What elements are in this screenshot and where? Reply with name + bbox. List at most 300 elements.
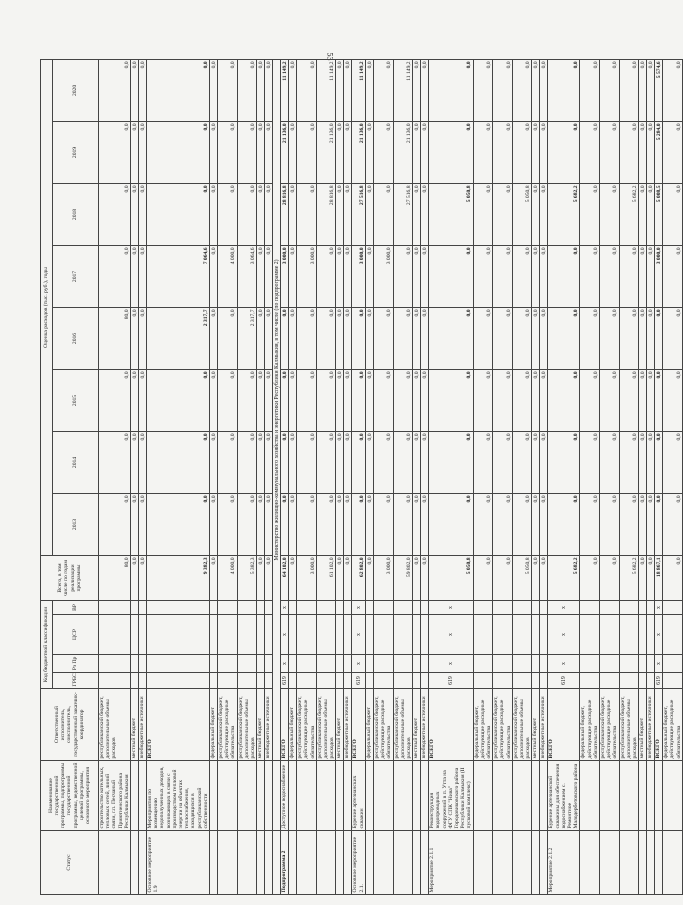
row-code [265, 615, 273, 655]
row-executor: ВСЕГО [655, 689, 663, 761]
row-value: 0,0 [210, 494, 218, 556]
row-value: 0,0 [336, 308, 344, 370]
row-value: 3 064,6 [237, 246, 257, 308]
table-row [512, 59, 532, 894]
row-status [139, 831, 147, 895]
header-year: 2014 [53, 432, 99, 494]
row-name [393, 761, 413, 831]
row-code: 619 [352, 673, 365, 689]
row-code [336, 615, 344, 655]
row-value: 0,0 [413, 59, 421, 121]
row-value: 0,0 [473, 308, 493, 370]
row-executor: местный бюджет [257, 689, 265, 761]
row-code: 619 [548, 673, 580, 689]
row-code [639, 673, 647, 689]
row-value: 0,0 [352, 308, 365, 370]
row-code [413, 601, 421, 615]
row-code [647, 655, 655, 673]
row-value: 0,0 [540, 370, 548, 432]
budget-sheet [40, 60, 682, 895]
row-value: 0,0 [131, 246, 139, 308]
row-value: 0,0 [540, 184, 548, 246]
row-value: 0,0 [639, 184, 647, 246]
row-value: 27 516,8 [393, 184, 413, 246]
row-code [139, 655, 147, 673]
row-value: 0,0 [297, 122, 317, 184]
row-value: 0,0 [540, 494, 548, 556]
row-code [316, 673, 336, 689]
row-total: 3 000,0 [373, 556, 393, 601]
row-value: 0,0 [289, 122, 297, 184]
row-value: 0,0 [99, 184, 131, 246]
row-value: 0,0 [336, 246, 344, 308]
row-total: 5 050,8 [429, 556, 473, 601]
row-code [289, 615, 297, 655]
table-row [532, 59, 540, 894]
row-name: строительство котельных, тепловых сетей, линий связи, г.п. Песчаный Приютненского района Республики Калмыкия [99, 761, 131, 831]
row-executor: местный бюджет [532, 689, 540, 761]
row-value: 0,0 [580, 432, 600, 494]
row-code [316, 601, 336, 615]
row-name: Бурение артезианских скважин [352, 761, 365, 831]
row-total: 0,0 [336, 556, 344, 601]
row-value: 0,0 [548, 370, 580, 432]
row-name [365, 761, 373, 831]
row-status [257, 831, 265, 895]
row-value: 0,0 [473, 370, 493, 432]
row-status [580, 831, 600, 895]
row-value: 0,0 [429, 370, 473, 432]
row-value: 0,0 [352, 432, 365, 494]
table-row [639, 59, 647, 894]
row-value: 0,0 [548, 59, 580, 121]
row-status [647, 831, 655, 895]
row-value: 0,0 [393, 494, 413, 556]
row-total: 80,0 [99, 556, 131, 601]
row-code [131, 673, 139, 689]
row-code [336, 673, 344, 689]
table-row [599, 59, 619, 894]
row-value: 0,0 [336, 122, 344, 184]
row-code [297, 615, 317, 655]
row-code [373, 655, 393, 673]
row-value: 0,0 [493, 432, 513, 494]
row-value: 0,0 [647, 246, 655, 308]
row-value: 0,0 [493, 122, 513, 184]
row-value: 0,0 [421, 494, 429, 556]
row-name: Бурение артезианской скважины для обеспечения водоснабжением с. Ремонтное Малодербетовского района [548, 761, 580, 831]
row-value: 3 000,0 [297, 246, 317, 308]
row-value: 0,0 [131, 122, 139, 184]
row-value: 0,0 [639, 122, 647, 184]
table-row [210, 59, 218, 894]
row-value: 0,0 [580, 122, 600, 184]
row-value: 0,0 [139, 308, 147, 370]
row-status [373, 831, 393, 895]
row-value: 0,0 [663, 308, 683, 370]
table-row [365, 59, 373, 894]
table-row [131, 59, 139, 894]
row-value: 0,0 [580, 370, 600, 432]
row-status [619, 831, 639, 895]
row-code [663, 673, 683, 689]
table-row [655, 59, 663, 894]
row-value: 0,0 [493, 370, 513, 432]
row-value: 0,0 [344, 370, 352, 432]
row-value: 0,0 [281, 494, 289, 556]
row-value: 0,0 [210, 370, 218, 432]
row-value: 0,0 [599, 59, 619, 121]
row-total: 59 802,0 [393, 556, 413, 601]
row-value: 0,0 [532, 432, 540, 494]
row-value: 0,0 [99, 494, 131, 556]
row-status [599, 831, 619, 895]
row-value: 0,0 [663, 59, 683, 121]
row-value: 0,0 [365, 122, 373, 184]
row-value: 0,0 [413, 122, 421, 184]
row-executor: ВСЕГО [352, 689, 365, 761]
row-value: 0,0 [265, 246, 273, 308]
row-executor: республиканский бюджет, дополнительные объемы расходов [619, 689, 639, 761]
row-name: Мероприятия по возмещению недополученных доходов, возникающих в связи с производством тепловой энергии на объектах теплоснабжения, находящихся в республиканской собственности [147, 761, 210, 831]
row-executor: республиканский бюджет, действующие расходные обязательства [373, 689, 393, 761]
row-value: 5 008,5 [655, 184, 663, 246]
row-executor: ВСЕГО [281, 689, 289, 761]
row-value: 0,0 [218, 494, 238, 556]
row-code [131, 615, 139, 655]
table-header [41, 59, 99, 894]
row-value: 11 149,2 [281, 59, 289, 121]
row-code [532, 601, 540, 615]
row-status [131, 831, 139, 895]
row-code [421, 615, 429, 655]
row-value: 0,0 [316, 494, 336, 556]
row-code [210, 601, 218, 615]
row-code [139, 601, 147, 615]
row-value: 7 064,6 [147, 246, 210, 308]
row-value: 0,0 [548, 432, 580, 494]
row-executor: ВСЕГО [429, 689, 473, 761]
row-value: 0,0 [429, 432, 473, 494]
row-code [663, 655, 683, 673]
table-row [540, 59, 548, 894]
row-status [99, 831, 131, 895]
header-year: 2017 [53, 246, 99, 308]
row-value: 0,0 [655, 308, 663, 370]
row-value: 0,0 [237, 432, 257, 494]
row-value: 0,0 [99, 370, 131, 432]
row-value: 3 000,0 [373, 246, 393, 308]
row-total: 0,0 [639, 556, 647, 601]
row-code: x [281, 655, 289, 673]
row-code [297, 655, 317, 673]
row-code: 619 [655, 673, 663, 689]
row-value: 21 136,0 [316, 122, 336, 184]
table-row [647, 59, 655, 894]
row-total: 0,0 [532, 556, 540, 601]
row-name [647, 761, 655, 831]
row-code [493, 615, 513, 655]
row-value: 0,0 [265, 59, 273, 121]
row-value: 0,0 [289, 59, 297, 121]
row-executor: внебюджетные источники [421, 689, 429, 761]
row-name [655, 761, 663, 831]
row-code [336, 601, 344, 615]
row-value: 0,0 [663, 432, 683, 494]
row-executor: республиканский бюджет, дополнительные объемы расходов [316, 689, 336, 761]
row-name: Реконструкция водопроводных сооружений в п. Утта на ФГУ СПК "Нива" Городовиковского района Республики Калмыкия (II пусковой комплекс) [429, 761, 473, 831]
row-code [540, 673, 548, 689]
row-value: 0,0 [218, 370, 238, 432]
row-name [599, 761, 619, 831]
row-code [365, 615, 373, 655]
row-name [210, 761, 218, 831]
row-value: 0,0 [580, 184, 600, 246]
row-code [663, 615, 683, 655]
row-code [344, 601, 352, 615]
row-value: 0,0 [599, 246, 619, 308]
row-name [139, 761, 147, 831]
table-body [99, 59, 683, 894]
row-total: 0,0 [413, 556, 421, 601]
table-row [336, 59, 344, 894]
header-executor: Ответственный исполнитель, соисполнитель, государственный заказчик-координатор [41, 689, 99, 761]
table-row [281, 59, 289, 894]
row-name [663, 761, 683, 831]
row-code: x [352, 655, 365, 673]
row-code [237, 615, 257, 655]
row-value: 0,0 [297, 432, 317, 494]
row-value: 0,0 [647, 308, 655, 370]
row-total: 0,0 [257, 556, 265, 601]
header-code-group: Код бюджетной классификации [41, 601, 53, 689]
budget-table [40, 59, 683, 895]
row-status [413, 831, 421, 895]
row-value: 0,0 [257, 308, 265, 370]
row-code [393, 655, 413, 673]
row-value: 3 000,0 [352, 246, 365, 308]
row-name [344, 761, 352, 831]
table-row [139, 59, 147, 894]
row-value: 0,0 [532, 184, 540, 246]
row-value: 0,0 [647, 122, 655, 184]
row-value: 0,0 [316, 370, 336, 432]
row-status [218, 831, 238, 895]
row-code [599, 601, 619, 615]
row-code [257, 655, 265, 673]
row-value: 0,0 [281, 432, 289, 494]
row-code [237, 673, 257, 689]
row-code [599, 655, 619, 673]
row-code [257, 673, 265, 689]
table-row [393, 59, 413, 894]
row-value: 0,0 [619, 494, 639, 556]
row-code [147, 601, 210, 615]
row-value: 0,0 [336, 432, 344, 494]
row-value: 0,0 [210, 184, 218, 246]
row-value: 0,0 [336, 184, 344, 246]
row-code [619, 655, 639, 673]
row-name [218, 761, 238, 831]
row-value: 0,0 [599, 184, 619, 246]
row-value: 0,0 [210, 432, 218, 494]
row-status [639, 831, 647, 895]
row-value: 0,0 [647, 494, 655, 556]
row-code: x [281, 601, 289, 615]
table-row [473, 59, 493, 894]
table-row [99, 59, 131, 894]
row-code [473, 673, 493, 689]
row-value: 0,0 [139, 432, 147, 494]
row-value: 0,0 [139, 370, 147, 432]
header-year: 2013 [53, 494, 99, 556]
row-value: 5 682,2 [619, 184, 639, 246]
row-value: 0,0 [99, 122, 131, 184]
row-value: 0,0 [393, 432, 413, 494]
row-code [512, 673, 532, 689]
row-value: 0,0 [297, 59, 317, 121]
row-code [421, 673, 429, 689]
row-value: 0,0 [429, 246, 473, 308]
row-value: 0,0 [421, 370, 429, 432]
header-total: Всего, в том числе по годам реализации программы [41, 556, 99, 601]
row-value: 0,0 [639, 494, 647, 556]
row-value: 21 136,0 [393, 122, 413, 184]
row-value: 0,0 [493, 308, 513, 370]
row-value: 0,0 [365, 59, 373, 121]
row-value: 0,0 [289, 370, 297, 432]
row-value: 0,0 [218, 59, 238, 121]
row-value: 0,0 [131, 370, 139, 432]
header-years-group: Оценка расходов (тыс. руб.), годы [41, 59, 53, 555]
row-value: 0,0 [237, 122, 257, 184]
table-row [413, 59, 421, 894]
row-value: 0,0 [316, 308, 336, 370]
row-value: 0,0 [421, 246, 429, 308]
row-executor: местный бюджет [131, 689, 139, 761]
row-name [237, 761, 257, 831]
row-value: 0,0 [580, 494, 600, 556]
row-code [413, 655, 421, 673]
row-value: 0,0 [512, 246, 532, 308]
row-code [393, 673, 413, 689]
row-code [147, 615, 210, 655]
row-value: 0,0 [493, 59, 513, 121]
header-year: 2020 [53, 59, 99, 121]
row-value: 0,0 [373, 59, 393, 121]
section-banner: Министерство жилищно-коммунального хозяйства и энергетики Республики Калмыкия, в том числе (по подпрограмме 2) [273, 59, 281, 760]
row-value: 0,0 [365, 246, 373, 308]
row-name [512, 761, 532, 831]
row-code [265, 673, 273, 689]
row-code [210, 655, 218, 673]
row-code: x [655, 601, 663, 615]
row-value: 5 050,8 [512, 184, 532, 246]
row-total: 0,0 [265, 556, 273, 601]
row-value: 0,0 [580, 246, 600, 308]
row-executor: республиканский бюджет, действующие расходные обязательства [297, 689, 317, 761]
row-total: 62 802,0 [352, 556, 365, 601]
row-code: x [352, 615, 365, 655]
row-value: 0,0 [257, 494, 265, 556]
row-code [599, 673, 619, 689]
row-status [336, 831, 344, 895]
row-value: 0,0 [548, 494, 580, 556]
table-row [289, 59, 297, 894]
row-name [580, 761, 600, 831]
row-value: 0,0 [373, 370, 393, 432]
row-status: Мероприятие 2.1.2 [548, 831, 580, 895]
row-code [257, 601, 265, 615]
row-value: 0,0 [493, 246, 513, 308]
row-value: 0,0 [237, 370, 257, 432]
row-value: 0,0 [493, 184, 513, 246]
row-value: 0,0 [344, 59, 352, 121]
row-value: 0,0 [421, 184, 429, 246]
row-code [265, 601, 273, 615]
row-value: 0,0 [352, 494, 365, 556]
row-value: 0,0 [619, 432, 639, 494]
header-status: Статус [41, 831, 99, 895]
row-total: 5 682,2 [548, 556, 580, 601]
table-row [265, 59, 273, 894]
row-code [365, 601, 373, 615]
row-code [218, 655, 238, 673]
row-value: 0,0 [99, 246, 131, 308]
row-value: 0,0 [131, 494, 139, 556]
row-value: 0,0 [532, 246, 540, 308]
row-value: 3 000,0 [655, 246, 663, 308]
row-executor: местный бюджет [639, 689, 647, 761]
row-code [265, 655, 273, 673]
row-value: 0,0 [237, 59, 257, 121]
row-value: 4 000,0 [218, 246, 238, 308]
header-year: 2018 [53, 184, 99, 246]
row-value: 0,0 [619, 370, 639, 432]
row-name [336, 761, 344, 831]
row-status [297, 831, 317, 895]
row-code [139, 615, 147, 655]
row-value: 0,0 [344, 122, 352, 184]
row-total: 18 867,1 [655, 556, 663, 601]
row-total: 61 102,0 [316, 556, 336, 601]
row-value: 11 149,2 [393, 59, 413, 121]
row-value: 0,0 [393, 246, 413, 308]
row-value: 0,0 [512, 432, 532, 494]
header-year: 2016 [53, 308, 99, 370]
row-code [512, 601, 532, 615]
row-value: 0,0 [281, 370, 289, 432]
row-value: 11 149,2 [352, 59, 365, 121]
row-value: 0,0 [365, 370, 373, 432]
row-value: 0,0 [512, 308, 532, 370]
row-code: x [352, 601, 365, 615]
row-code: x [655, 615, 663, 655]
row-value: 0,0 [473, 494, 493, 556]
row-value: 0,0 [147, 184, 210, 246]
row-value: 0,0 [512, 370, 532, 432]
row-value: 0,0 [663, 184, 683, 246]
row-value: 5 682,2 [548, 184, 580, 246]
row-status [344, 831, 352, 895]
row-value: 0,0 [512, 59, 532, 121]
row-value: 0,0 [237, 494, 257, 556]
row-code [289, 673, 297, 689]
row-code [147, 673, 210, 689]
row-value: 0,0 [373, 308, 393, 370]
row-status [421, 831, 429, 895]
row-code [619, 601, 639, 615]
